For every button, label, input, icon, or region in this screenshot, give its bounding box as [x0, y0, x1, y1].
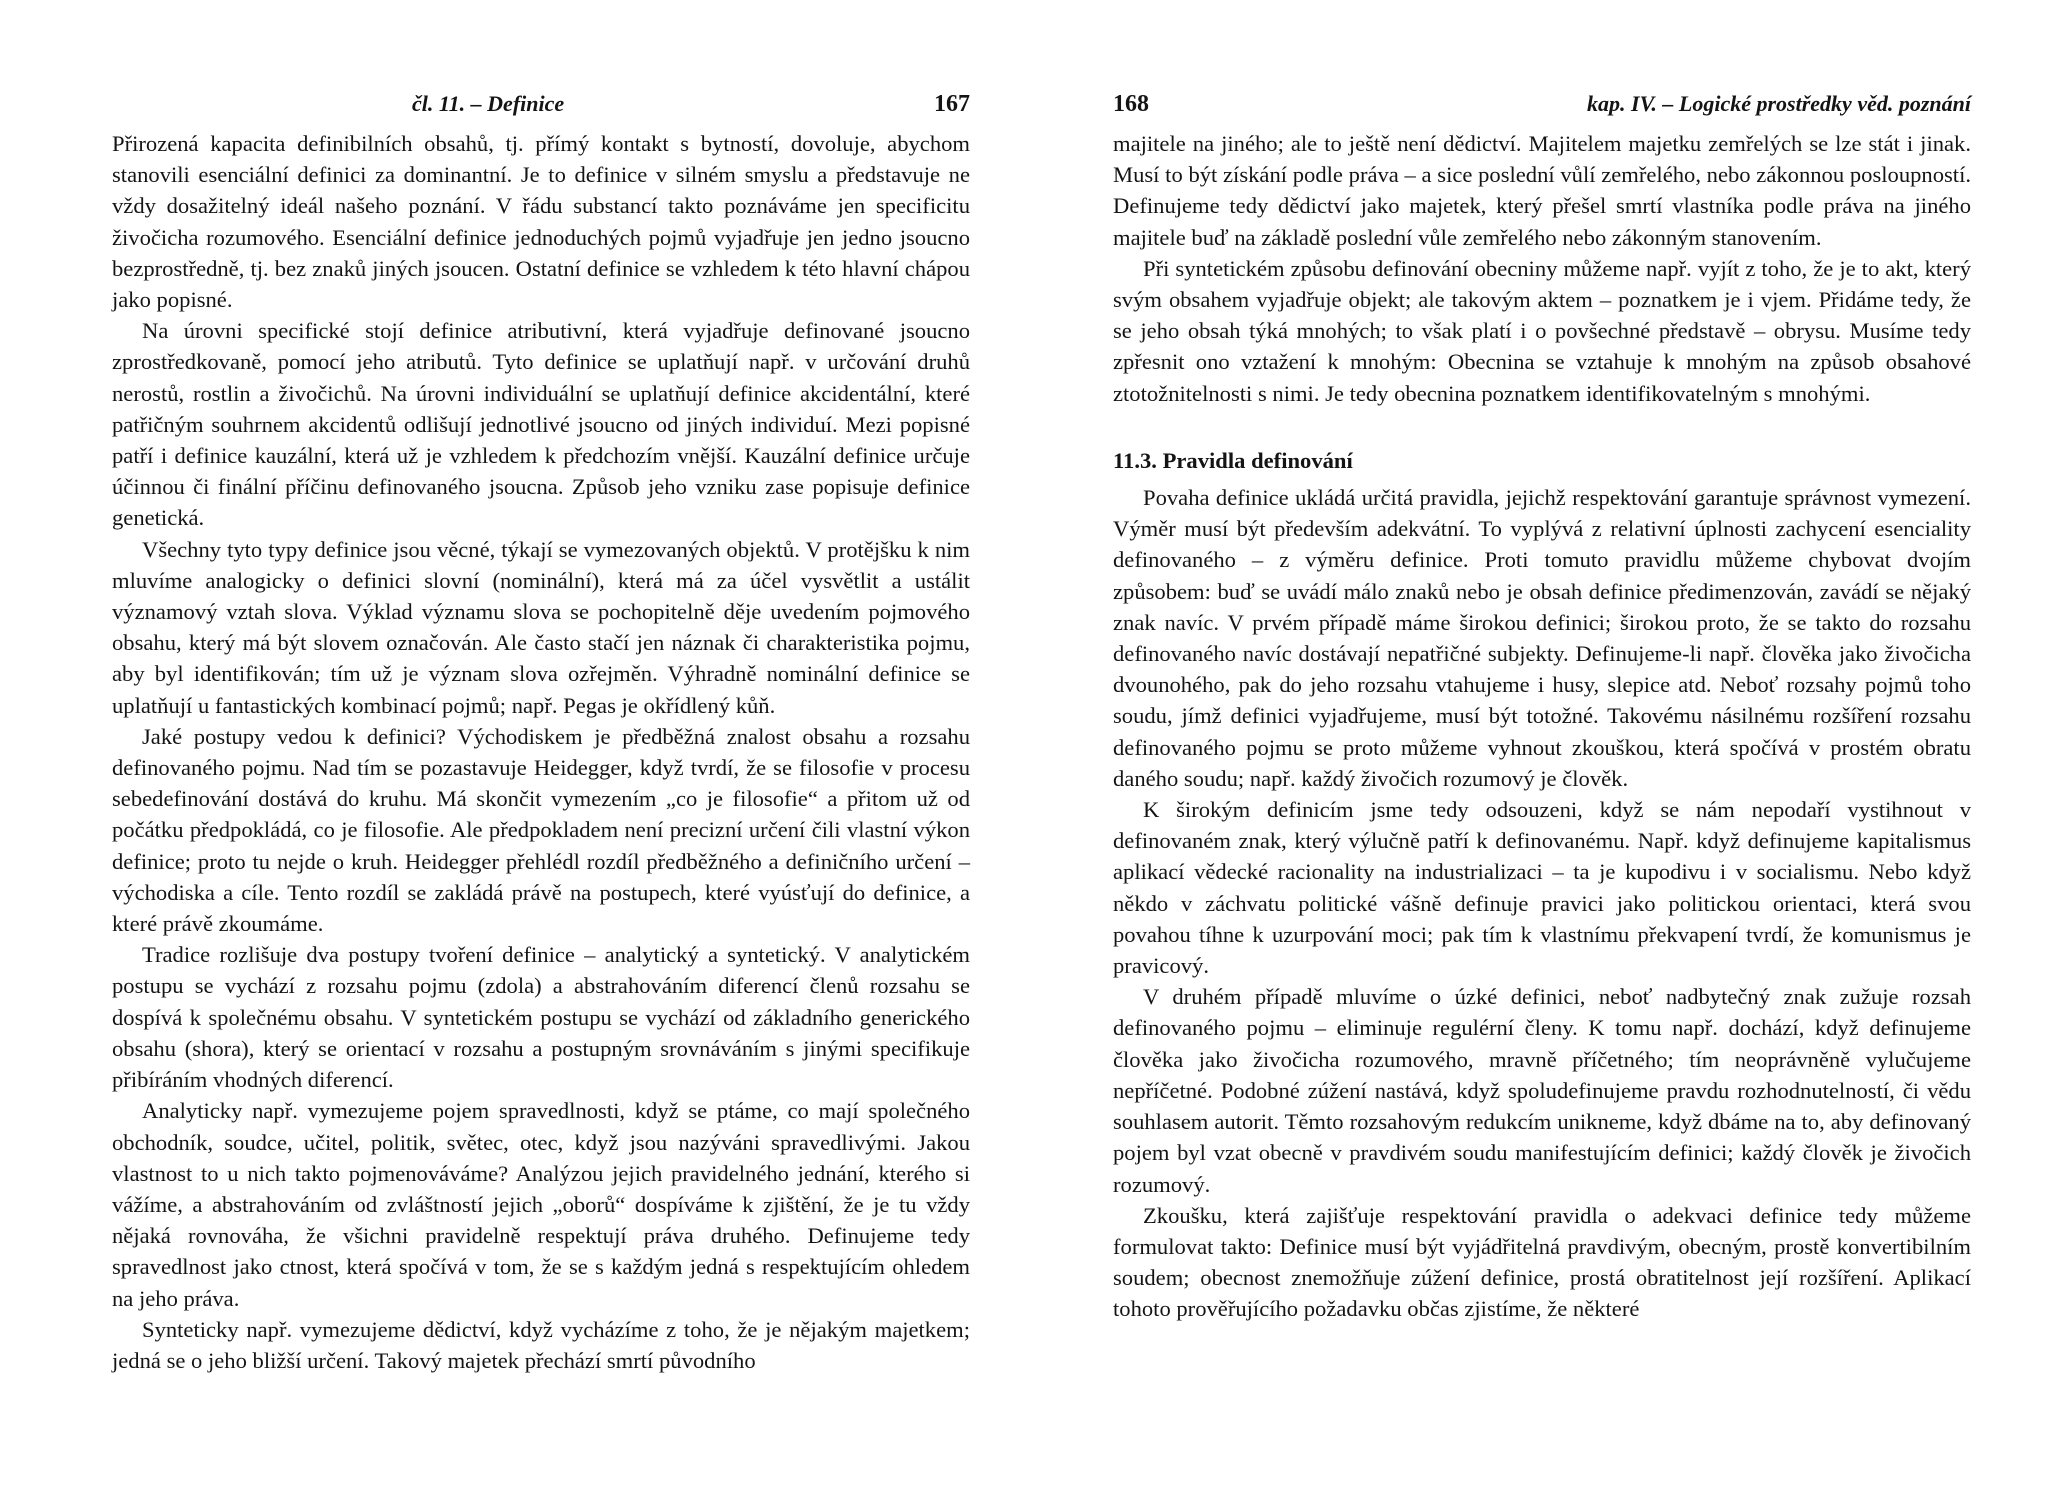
paragraph: Jaké postupy vedou k definici? Východiskem je předběžná znalost obsahu a rozsahu definovaného pojmu. Nad tím se pozastavuje Heidegger, když tvrdí, že se filosofie v procesu sebedefinování dostává do kruhu. Má skončit vymezením „co je filosofie“ a přitom už od počátku předpokládá, co je filosofie. Ale předpokladem není precizní určení čili vlastní výkon definice; proto tu nejde o kruh. Heidegger přehlédl rozdíl předběžného a definičního určení – východiska a cíle. Tento rozdíl se zakládá právě na postupech, které vyúsťují do definice, a které právě zkoumáme.	[112, 723, 970, 937]
section-heading: 11.3. Pravidla definování	[1113, 447, 1353, 473]
left-running-head-title: čl. 11. – Definice	[412, 91, 565, 116]
paragraph: Synteticky např. vymezujeme dědictví, když vycházíme z toho, že je nějakým majetkem; jedná se o jeho bližší určení. Takový majetek přechází smrtí původního	[112, 1316, 970, 1373]
paragraph: Zkoušku, která zajišťuje respektování pravidla o adekvaci definice tedy můžeme formulovat takto: Definice musí být vyjádřitelná pravdivým, obecným, prostě konvertibilním soudem; obecnost znemožňuje zúžení definice, prostá obratitelnost její rozšíření. Aplikací tohoto prověřujícího požadavku občas zjistíme, že některé	[1113, 1202, 1971, 1322]
left-page	[112, 88, 970, 1376]
paragraph: V druhém případě mluvíme o úzké definici, neboť nadbytečný znak zužuje rozsah definovaného pojmu – eliminuje regulérní členy. K tomu např. dochází, když definujeme člověka jako živočicha rozumového, mravně příčetného; tím neoprávněně vylučujeme nepříčetné. Podobné zúžení nastává, když spoludefinujeme pravdu rozhodnutelností, či vědu souhlasem autorit. Těmto rozsahovým redukcím unikneme, když dbáme na to, aby definovaný pojem byl vzat obecně v pravdivém soudu manifestujícím definici; každý člověk je živočich rozumový.	[1113, 984, 1971, 1197]
paragraph: Na úrovni specifické stojí definice atributivní, která vyjadřuje definované jsoucno zprostředkovaně, pomocí jeho atributů. Tyto definice se uplatňují např. v určování druhů nerostů, rostlin a živočichů. Na úrovni individuální se uplatňují definice akcidentální, které patřičným souhrnem akcidentů odlišují jednotlivé jsoucno od jiných individuí. Mezi popisné patří i definice kauzální, která už je vzhledem k předchozím vnější. Kauzální definice určuje účinnou či finální příčinu definovaného jsoucna. Způsob jeho vzniku zase popisuje definice genetická.	[112, 318, 970, 531]
right-running-head	[1113, 88, 1971, 120]
left-running-head	[112, 88, 970, 120]
paragraph: Při syntetickém způsobu definování obecniny můžeme např. vyjít z toho, že je to akt, který svým obsahem vyjadřuje objekt; ale takovým aktem – poznatkem je i vjem. Přidáme tedy, že se jeho obsah týká mnohých; to však platí i o povšechné představě – obrysu. Musíme tedy zpřesnit ono vztažení k mnohým: Obecnina se vztahuje k mnohým na způsob obsahové ztotožnitelnosti s nimi. Je tedy obecnina poznatkem identifikovatelným s mnohými.	[1113, 255, 1971, 406]
paragraph: majitele na jiného; ale to ještě není dědictví. Majitelem majetku zemřelých se lze stát i jinak. Musí to být získání podle práva – a sice poslední vůlí zemřelého, nebo zákonnou posloupností. Definujeme tedy dědictví jako majetek, který přešel smrtí vlastníka podle práva na jiného majitele buď na základě poslední vůle zemřelého nebo zákonným stanovením.	[1113, 131, 1971, 250]
right-page-number: 168	[1113, 91, 1149, 117]
paragraph: Povaha definice ukládá určitá pravidla, jejichž respektování garantuje správnost vymezení. Výměr musí být především adekvátní. To vyplývá z relativní úplnosti zachycení esenciality definovaného – z výměru definice. Proti tomuto pravidlu můžeme chybovat dvojím způsobem: buď se uvádí málo znaků nebo je obsah definice předimenzován, zavádí se nějaký znak navíc. V prvém případě máme širokou definici; širokou proto, že se takto do rozsahu definovaného navíc dostávají nepatřičné subjekty. Definujeme-li např. člověka jako živočicha dvounohého, pak do jeho rozsahu vtahujeme i husy, slepice atd. Neboť rozsahy pojmů toho soudu, jímž definici vyjadřujeme, musí být totožné. Takovému násilnému rozšíření rozsahu definovaného pojmu se proto můžeme vyhnout zkouškou, která spočívá v prostém obratu daného soudu; např. každý živočich rozumový je člověk.	[1113, 485, 1971, 791]
paragraph: Všechny tyto typy definice jsou věcné, týkají se vymezovaných objektů. V protějšku k nim mluvíme analogicky o definici slovní (nominální), která má za účel vysvětlit a ustálit významový vztah slova. Výklad významu slova se pochopitelně děje uvedením pojmového obsahu, který má být slovem označován. Ale často stačí jen náznak či charakteristika pojmu, aby byl identifikován; tím už je význam slova ozřejměn. Výhradně nominální definice se uplatňují u fantastických kombinací pojmů; např. Pegas je okřídlený kůň.	[112, 536, 970, 718]
paragraph: K širokým definicím jsme tedy odsouzeni, když se nám nepodaří vystihnout v definovaném znak, který výlučně patří k definovanému. Např. když definujeme kapitalismus aplikací vědecké racionality na industrializaci – ta je kupodivu i v socialismu. Nebo když někdo v záchvatu politické vášně definuje pravici jako politickou orientaci, která svou povahou tíhne k uzurpování moci; pak tím k vlastnímu překvapení tvrdí, že komunismus je pravicový.	[1113, 797, 1971, 979]
right-running-head-title: kap. IV. – Logické prostředky věd. poznání	[1587, 91, 1971, 116]
paragraph: Přirozená kapacita definibilních obsahů, tj. přímý kontakt s bytností, dovoluje, abychom stanovili esenciální definici za dominantní. Je to definice v silném smyslu a představuje ne vždy dosažitelný ideál našeho poznání. V řádu substancí takto poznáváme jen specificitu živočicha rozumového. Esenciální definice jednoduchých pojmů vyjadřuje jen jedno jsoucno bezprostředně, tj. bez znaků jiných jsoucen. Ostatní definice se vzhledem k této hlavní chápou jako popisné.	[112, 131, 970, 313]
paragraph: Tradice rozlišuje dva postupy tvoření definice – analytický a syntetický. V analytickém postupu se vychází z rozsahu pojmu (zdola) a abstrahováním diferencí členů rozsahu se dospívá k společnému obsahu. V syntetickém postupu se vychází od základního generického obsahu (shora), který se orientací v rozsahu a postupným srovnáváním s jinými specifikuje přibíráním vhodných diferencí.	[112, 942, 970, 1093]
paragraph: Analyticky např. vymezujeme pojem spravedlnosti, když se ptáme, co mají společného obchodník, soudce, učitel, politik, světec, otec, když jsou nazýváni spravedlivými. Jakou vlastnost to u nich takto pojmenováváme? Analýzou jejich pravidelného jednání, kterého si vážíme, a abstrahováním od zvláštností jejich „oborů“ dospíváme k zjištění, že je tu vždy nějaká rovnováha, že všichni pravidelně respektují práva druhého. Definujeme tedy spravedlnost jako ctnost, která spočívá v tom, že se s každým jedná s respektujícím ohledem na jeho práva.	[112, 1098, 970, 1311]
right-page	[1113, 88, 1971, 1325]
left-page-number: 167	[934, 91, 970, 117]
